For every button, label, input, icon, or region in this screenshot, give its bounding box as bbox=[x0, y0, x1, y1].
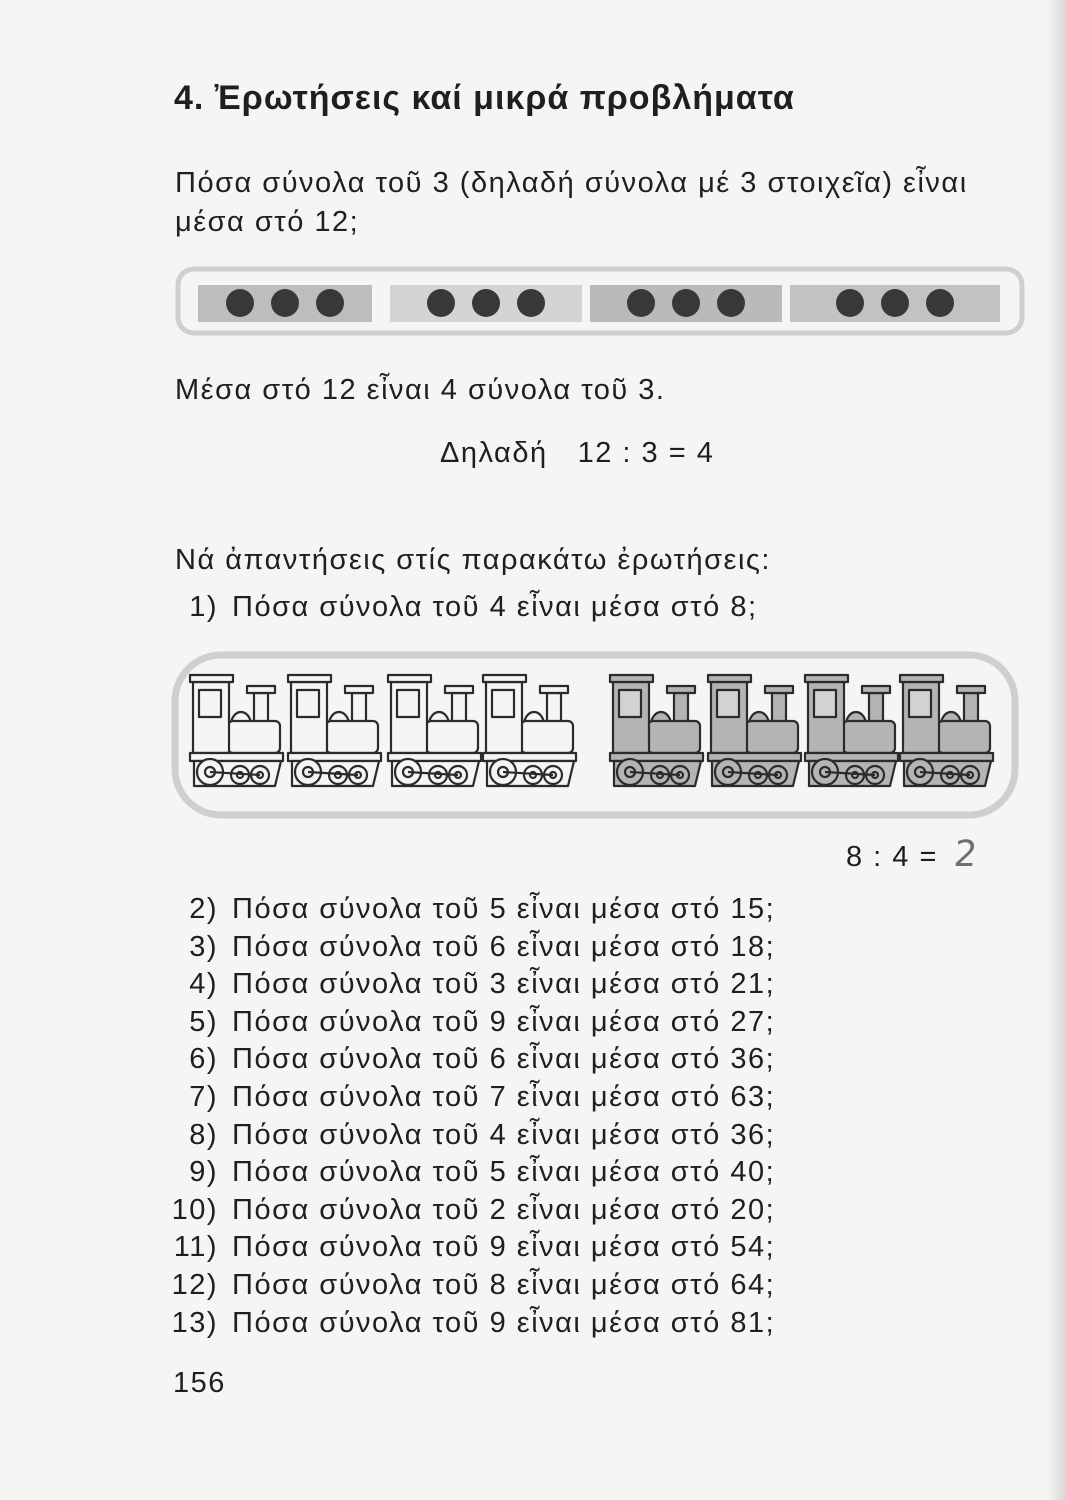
question-item bbox=[168, 1079, 775, 1117]
question-item bbox=[168, 1267, 775, 1305]
dot bbox=[836, 289, 864, 317]
train-roof bbox=[610, 675, 653, 682]
train-2 bbox=[288, 675, 381, 786]
train-4 bbox=[483, 675, 576, 786]
question-text: Πόσα σύνολα τοῦ 8 εἶναι μέσα στό 64; bbox=[232, 1268, 776, 1301]
question-item bbox=[168, 1229, 775, 1267]
intro-text-line-2: μέσα στό 12; bbox=[175, 206, 360, 238]
dot bbox=[427, 289, 455, 317]
train-chimney-top bbox=[445, 686, 473, 693]
question-text: Πόσα σύνολα τοῦ 9 εἶναι μέσα στό 27; bbox=[232, 1005, 776, 1038]
train-chimney-top bbox=[765, 686, 793, 693]
question-item bbox=[168, 929, 775, 967]
train-chimney-top bbox=[540, 686, 568, 693]
dot bbox=[472, 289, 500, 317]
question-text: Πόσα σύνολα τοῦ 9 εἶναι μέσα στό 54; bbox=[232, 1231, 776, 1264]
question-item bbox=[168, 1305, 775, 1343]
question-number: 12) bbox=[171, 1268, 218, 1301]
train-chimney bbox=[674, 693, 688, 723]
equation-label: Δηλαδή bbox=[440, 437, 548, 469]
question-number: 4) bbox=[189, 968, 218, 1001]
train-boiler bbox=[843, 721, 895, 753]
train-boiler bbox=[426, 721, 478, 753]
question-number: 1) bbox=[189, 591, 218, 623]
train-chimney bbox=[254, 693, 268, 723]
dot bbox=[672, 289, 700, 317]
question-number: 11) bbox=[173, 1231, 218, 1264]
question-number: 9) bbox=[189, 1156, 218, 1189]
dot-groups-figure bbox=[170, 262, 1030, 342]
result-text: Μέσα στό 12 εἶναι 4 σύνολα τοῦ 3. bbox=[175, 374, 666, 406]
instruction-text: Νά ἀπαντήσεις στίς παρακάτω ἐρωτήσεις: bbox=[175, 544, 771, 576]
page-edge-shadow bbox=[1048, 0, 1066, 1500]
train-window bbox=[814, 690, 836, 717]
train-boiler bbox=[228, 721, 280, 753]
page-heading: 4. Ἐρωτήσεις καί μικρά προβλήματα bbox=[174, 79, 795, 117]
train-boiler bbox=[326, 721, 378, 753]
handwritten-answer: 2 bbox=[951, 834, 980, 875]
train-window bbox=[717, 690, 739, 717]
question-number: 5) bbox=[189, 1005, 218, 1038]
question-text: Πόσα σύνολα τοῦ 4 εἶναι μέσα στό 8; bbox=[232, 591, 758, 623]
train-roof bbox=[483, 675, 526, 682]
train-chimney bbox=[772, 693, 786, 723]
train-window bbox=[619, 690, 641, 717]
train-chimney-top bbox=[957, 686, 985, 693]
train-chimney bbox=[352, 693, 366, 723]
question-text: Πόσα σύνολα τοῦ 5 εἶναι μέσα στό 40; bbox=[232, 1156, 776, 1189]
train-boiler bbox=[648, 721, 700, 753]
answer-expression: 8 : 4 = bbox=[846, 841, 938, 873]
train-chimney-top bbox=[247, 686, 275, 693]
question-item bbox=[168, 891, 775, 929]
question-number: 7) bbox=[189, 1080, 218, 1113]
train-window bbox=[297, 690, 319, 717]
dot bbox=[627, 289, 655, 317]
equation bbox=[440, 435, 714, 471]
train-roof bbox=[805, 675, 848, 682]
train-chimney bbox=[964, 693, 978, 723]
question-text: Πόσα σύνολα τοῦ 6 εἶναι μέσα στό 36; bbox=[232, 1043, 776, 1076]
question-item bbox=[168, 966, 775, 1004]
question-text: Πόσα σύνολα τοῦ 9 εἶναι μέσα στό 81; bbox=[232, 1306, 776, 1339]
question-text: Πόσα σύνολα τοῦ 4 εἶναι μέσα στό 36; bbox=[232, 1118, 776, 1151]
dot bbox=[316, 289, 344, 317]
dot bbox=[226, 289, 254, 317]
dot bbox=[271, 289, 299, 317]
train-roof bbox=[900, 675, 943, 682]
question-text: Πόσα σύνολα τοῦ 7 εἶναι μέσα στό 63; bbox=[232, 1080, 776, 1113]
train-chimney bbox=[452, 693, 466, 723]
train-window bbox=[199, 690, 221, 717]
train-window bbox=[492, 690, 514, 717]
train-chimney bbox=[547, 693, 561, 723]
question-item bbox=[168, 1004, 775, 1042]
train-3 bbox=[388, 675, 481, 786]
question-text: Πόσα σύνολα τοῦ 6 εἶναι μέσα στό 18; bbox=[232, 930, 776, 963]
dot bbox=[926, 289, 954, 317]
trains-figure bbox=[170, 648, 1030, 823]
train-roof bbox=[708, 675, 751, 682]
train-chimney-top bbox=[345, 686, 373, 693]
question-number: 3) bbox=[189, 930, 218, 963]
question-number: 2) bbox=[189, 893, 218, 925]
dot bbox=[517, 289, 545, 317]
train-boiler bbox=[938, 721, 990, 753]
question-number: 13) bbox=[171, 1306, 218, 1339]
train-6 bbox=[708, 675, 801, 786]
question-item-1 bbox=[168, 589, 758, 627]
question-text: Πόσα σύνολα τοῦ 3 εἶναι μέσα στό 21; bbox=[232, 968, 776, 1001]
question-list bbox=[168, 891, 775, 1342]
train-boiler bbox=[746, 721, 798, 753]
question-number: 10) bbox=[171, 1193, 218, 1226]
answer-line bbox=[846, 834, 980, 875]
dot bbox=[717, 289, 745, 317]
question-number: 8) bbox=[189, 1118, 218, 1151]
page-number: 156 bbox=[173, 1367, 226, 1399]
dot bbox=[881, 289, 909, 317]
train-5 bbox=[610, 675, 703, 786]
question-item bbox=[168, 1192, 775, 1230]
question-text: Πόσα σύνολα τοῦ 2 εἶναι μέσα στό 20; bbox=[232, 1193, 776, 1226]
train-roof bbox=[288, 675, 331, 682]
question-item bbox=[168, 1117, 775, 1155]
train-chimney-top bbox=[862, 686, 890, 693]
train-window bbox=[909, 690, 931, 717]
intro-text-line-1: Πόσα σύνολα τοῦ 3 (δηλαδή σύνολα μέ 3 στοιχεῖα) εἶναι bbox=[175, 167, 968, 199]
train-8 bbox=[900, 675, 993, 786]
train-window bbox=[397, 690, 419, 717]
train-1 bbox=[190, 675, 283, 786]
train-boiler bbox=[521, 721, 573, 753]
question-item bbox=[168, 1041, 775, 1079]
question-item bbox=[168, 1154, 775, 1192]
train-7 bbox=[805, 675, 898, 786]
train-roof bbox=[388, 675, 431, 682]
train-chimney-top bbox=[667, 686, 695, 693]
question-number: 6) bbox=[189, 1043, 218, 1076]
train-chimney bbox=[869, 693, 883, 723]
train-roof bbox=[190, 675, 233, 682]
question-text: Πόσα σύνολα τοῦ 5 εἶναι μέσα στό 15; bbox=[232, 893, 776, 925]
equation-expression: 12 : 3 = 4 bbox=[577, 437, 715, 469]
